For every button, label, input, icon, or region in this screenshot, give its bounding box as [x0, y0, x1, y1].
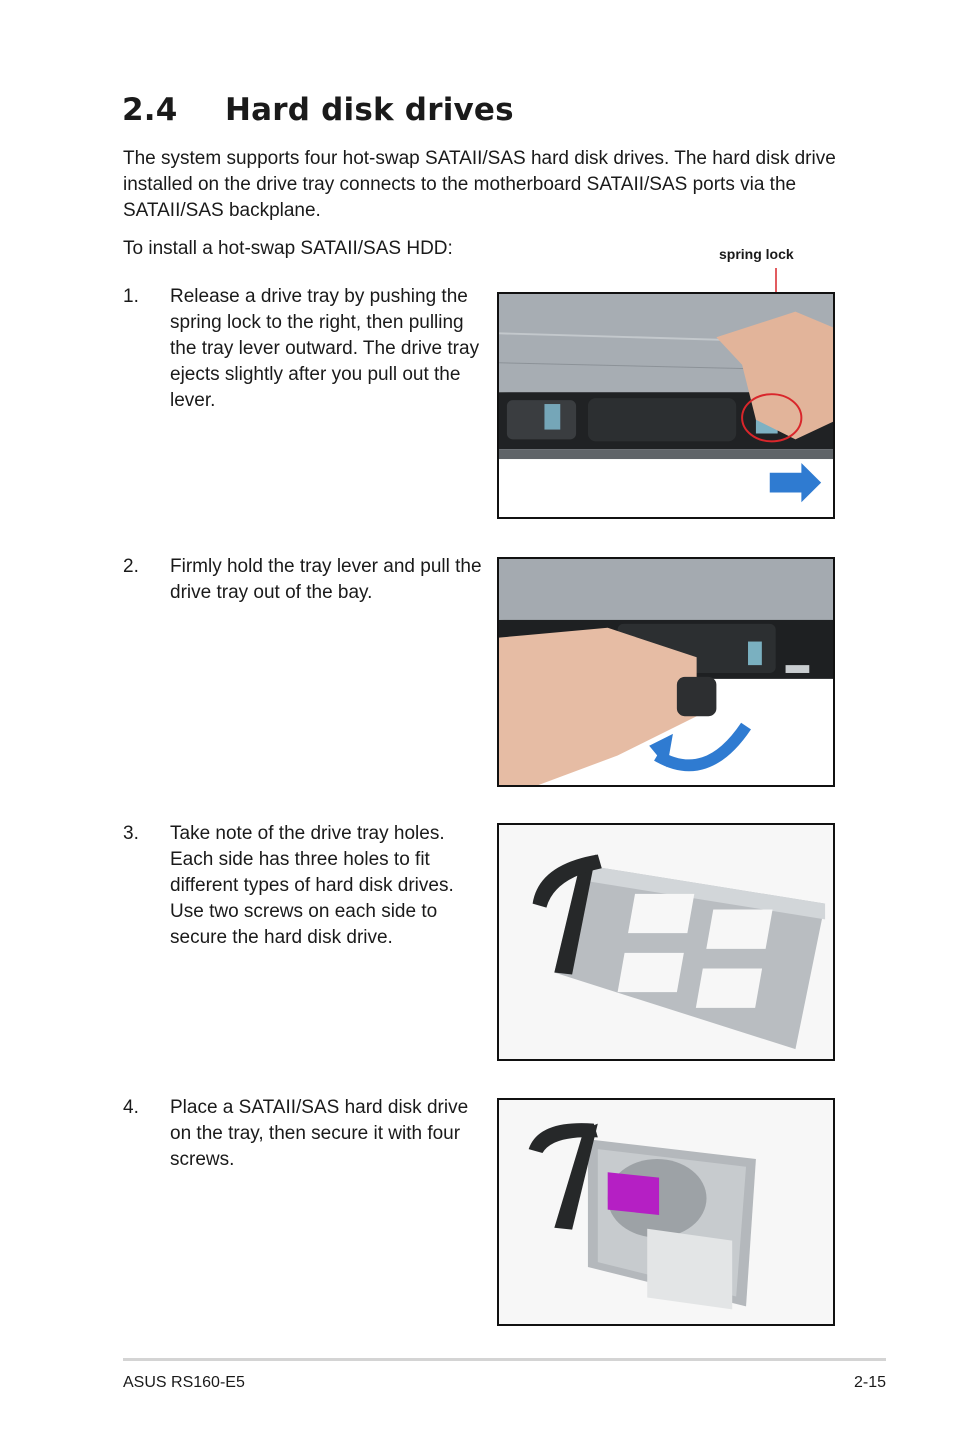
- photo-pull-tray: [497, 557, 835, 787]
- footer-page-number: 2-15: [853, 1374, 886, 1391]
- section-heading: [122, 92, 514, 128]
- photo-release-tray: [497, 292, 835, 519]
- footer-rule: [123, 1358, 886, 1361]
- step-number: 1.: [123, 286, 139, 307]
- photo-drive-tray: [497, 823, 835, 1061]
- step-text: Release a drive tray by pushing the spring lock to the right, then pulling the tray lever outward. The drive tray ejects slightly after you pull out the lever.: [170, 286, 480, 411]
- step-text: Take note of the drive tray holes. Each side has three holes to fit different types of hard disk drives. Use two screws on each side to secure the hard disk drive.: [170, 823, 454, 948]
- photo-drive-on-tray: [497, 1098, 835, 1326]
- section-number: 2.4: [122, 92, 178, 128]
- step-number: 3.: [123, 823, 139, 844]
- section-title: Hard disk drives: [225, 92, 514, 128]
- intro-paragraph: The system supports four hot-swap SATAII/SAS hard disk drives. The hard disk drive installed on the drive tray connects to the motherboard SATAII/SAS ports via the SATAII/SAS backplane.: [123, 148, 836, 221]
- procedure-lead: To install a hot-swap SATAII/SAS HDD:: [123, 238, 453, 259]
- footer-product: ASUS RS160-E5: [123, 1374, 245, 1391]
- step-number: 2.: [123, 556, 139, 577]
- step-text: Firmly hold the tray lever and pull the drive tray out of the bay.: [170, 556, 482, 603]
- spring-lock-callout: spring lock: [719, 246, 794, 262]
- step-text: Place a SATAII/SAS hard disk drive on the tray, then secure it with four screws.: [170, 1097, 469, 1170]
- step-number: 4.: [123, 1097, 139, 1118]
